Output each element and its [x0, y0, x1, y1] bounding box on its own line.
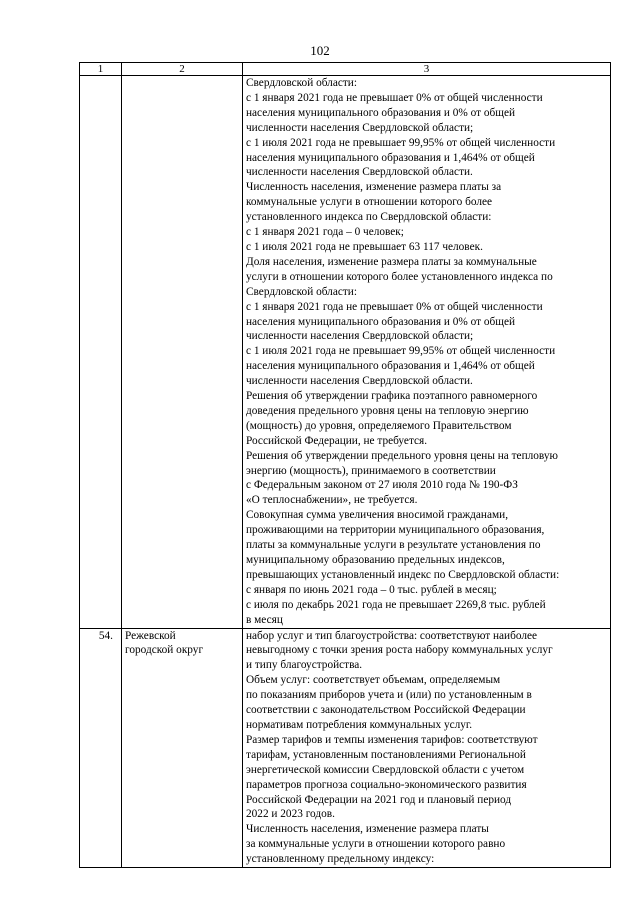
text-line: параметров прогноза социально-экономического развития — [246, 778, 527, 791]
row-number-cell — [80, 76, 122, 629]
text-line: численности населения Свердловской области. — [246, 166, 473, 179]
text-line: невыгодному с точки зрения роста набору коммунальных услуг — [246, 644, 553, 657]
text-line: услуги в отношении которого более установленного индекса по — [246, 270, 553, 283]
text-line: соответствии с законодательством Российской Федерации — [246, 704, 526, 717]
text-line: превышающих установленный индекс по Свердловской области: — [246, 568, 560, 581]
text-line: численности населения Свердловской области; — [246, 330, 474, 343]
header-col-2: 2 — [122, 63, 243, 76]
text-line: по показаниям приборов учета и (или) по установленным в — [246, 689, 532, 702]
text-line: Свердловской области: — [246, 285, 357, 298]
text-line: с июля по декабрь 2021 года не превышает 2269,8 тыс. рублей — [246, 598, 546, 611]
text-line: в месяц — [246, 613, 283, 626]
text-line: Совокупная сумма увеличения вносимой гражданами, — [246, 509, 509, 522]
text-line: с 1 января 2021 года не превышает 0% от общей численности — [246, 91, 543, 104]
text-line: установленному предельному индексу: — [246, 853, 435, 866]
text-line: численности населения Свердловской области; — [246, 121, 474, 134]
text-line: энергию (мощность), принимаемого в соответствии — [246, 464, 496, 477]
page-number: 102 — [310, 43, 330, 58]
document-table — [79, 62, 611, 868]
text-line: Численность населения, изменение размера платы за — [246, 181, 502, 194]
row-name-cell — [122, 76, 243, 629]
row-text-cell — [243, 76, 611, 629]
text-line: Свердловской области: — [246, 77, 357, 89]
text-line: с 1 января 2021 года не превышает 0% от общей численности — [246, 300, 543, 313]
text-line: (мощность) до уровня, определяемого Правительством — [246, 419, 512, 432]
text-line: Решения об утверждении предельного уровня цены на тепловую — [246, 449, 558, 462]
text-line: с 1 июля 2021 года не превышает 63 117 человек. — [246, 240, 483, 253]
text-line: доведения предельного уровня цены на тепловую энергию — [246, 404, 529, 417]
text-line: населения муниципального образования и 1,464% от общей — [246, 151, 535, 164]
text-line: тарифам, установленным постановлениями Региональной — [246, 748, 526, 761]
text-line: коммунальные услуги в отношении которого более — [246, 196, 493, 209]
text-line: Объем услуг: соответствует объемам, определяемым — [246, 674, 501, 687]
row-name-cell — [122, 628, 243, 868]
table-header-row — [80, 63, 611, 76]
text-line: Российской Федерации на 2021 год и плановый период — [246, 793, 512, 806]
text-line: платы за коммунальные услуги в результате установления по — [246, 539, 541, 552]
text-line: с 1 июля 2021 года не превышает 99,95% от общей численности — [246, 136, 556, 149]
header-col-3: 3 — [243, 63, 611, 76]
text-line: набор услуг и тип благоустройства: соответствуют наиболее — [246, 629, 538, 642]
table-row — [80, 76, 611, 629]
name-line: городской округ — [125, 644, 204, 657]
name-line: Режевской — [125, 629, 176, 642]
text-line: Размер тарифов и темпы изменения тарифов: соответствуют — [246, 733, 538, 746]
text-line: муниципальному образованию предельных индексов, — [246, 554, 505, 566]
header-col-1: 1 — [80, 63, 122, 76]
row-text-cell — [243, 628, 611, 868]
text-line: численности населения Свердловской области. — [246, 375, 473, 388]
text-line: с 1 июля 2021 года не превышает 99,95% от общей численности — [246, 345, 556, 358]
text-line: установленного индекса по Свердловской области: — [246, 211, 492, 224]
text-line: Численность населения, изменение размера платы — [246, 823, 489, 836]
text-line: за коммунальные услуги в отношении которого равно — [246, 838, 506, 851]
text-line: нормативам потребления коммунальных услуг. — [246, 718, 473, 731]
text-line: «О теплоснабжении», не требуется. — [246, 494, 418, 507]
text-line: с января по июнь 2021 года – 0 тыс. рублей в месяц; — [246, 583, 497, 596]
text-line: населения муниципального образования и 1,464% от общей — [246, 360, 535, 373]
text-line: проживающими на территории муниципального образования, — [246, 524, 545, 537]
text-line: с Федеральным законом от 27 июля 2010 года № 190-ФЗ — [246, 479, 518, 492]
table-row — [80, 628, 611, 868]
text-line: Решения об утверждении графика поэтапного равномерного — [246, 390, 538, 403]
row-number-cell: 54. — [80, 628, 122, 868]
text-line: с 1 января 2021 года – 0 человек; — [246, 226, 404, 239]
text-line: и типу благоустройства. — [246, 659, 363, 672]
text-line: 2022 и 2023 годов. — [246, 808, 335, 821]
text-line: населения муниципального образования и 0% от общей — [246, 106, 516, 119]
text-line: энергетической комиссии Свердловской области с учетом — [246, 763, 525, 776]
text-line: Доля населения, изменение размера платы за коммунальные — [246, 255, 537, 268]
text-line: Российской Федерации, не требуется. — [246, 434, 428, 447]
text-line: населения муниципального образования и 0% от общей — [246, 315, 516, 328]
